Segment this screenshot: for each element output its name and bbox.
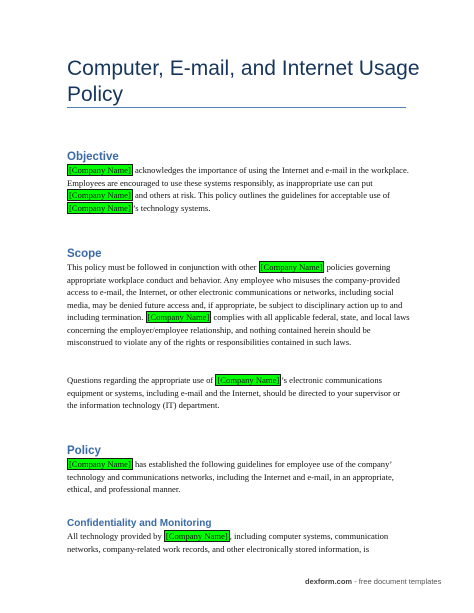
footer-tagline: - free document templates: [352, 577, 442, 586]
title-rule: [67, 107, 406, 108]
company-name-placeholder[interactable]: [Company Name]: [69, 190, 131, 200]
confidentiality-text-1: All technology provided by: [67, 531, 164, 541]
policy-paragraph: [67, 458, 412, 496]
objective-text-2: and others at risk. This policy outlines the guidelines for acceptable use of: [132, 190, 390, 200]
company-name-placeholder[interactable]: [Company Name]: [69, 165, 131, 175]
document-title: Computer, E-mail, and Internet Usage Policy: [67, 57, 420, 106]
objective-text-3: ’s technology systems.: [132, 202, 211, 213]
company-name-placeholder[interactable]: [Company Name]: [69, 459, 131, 469]
scope-text-4: Questions regarding the appropriate use of: [67, 375, 216, 385]
policy-text-1: has established the following guidelines for employee use of the company’ technology and communications networks, including the Internet and e-mail, in an appropriate, ethical, and professional manner.: [67, 459, 394, 494]
company-name-placeholder[interactable]: [Company Name]: [147, 312, 210, 322]
company-name-placeholder[interactable]: [Company Name]: [260, 262, 323, 272]
objective-text-1: acknowledges the importance of using the Internet and e-mail in the workplace. Employees are encouraged to use these systems responsibly, as inappropriate use can put: [67, 165, 409, 188]
confidentiality-text-2: , including computer systems, communication networks, company-related work records, and other electronically stored information, is: [67, 531, 389, 554]
scope-text-5: ’s electronic communications equipment or systems, including e-mail and the Internet, should be directed to your supervisor or the information technology (IT) department.: [67, 375, 401, 410]
company-name-placeholder[interactable]: [Company Name]: [69, 202, 131, 213]
footer-branding: [305, 577, 465, 586]
policy-heading: Policy: [67, 445, 101, 457]
scope-text-3: complies with all applicable federal, state, and local laws concerning the employer/employee relationship, and nothing contained herein should be misconstrued to violate any of the rights or responsibilities contained in such laws.: [67, 312, 410, 347]
confidentiality-heading: Confidentiality and Monitoring: [67, 518, 212, 529]
objective-paragraph: [67, 164, 412, 214]
company-name-placeholder[interactable]: [Company Name]: [217, 375, 280, 385]
scope-paragraph-2: [67, 374, 412, 412]
footer-brand-link[interactable]: dexform.com: [305, 577, 353, 586]
scope-text-2: policies governing appropriate workplace conduct and behavior. Any employee who misuses the company-provided access to e-mail, the Internet, or other electronic communications or networks, including social media, may be denied future access and, if appropriate, be subject to disciplinary action up to and including termination.: [67, 262, 403, 322]
confidentiality-paragraph: [67, 530, 412, 555]
scope-text-1: This policy must be followed in conjunction with other: [67, 262, 259, 272]
company-name-placeholder[interactable]: [Company Name]: [165, 531, 228, 541]
scope-heading: Scope: [67, 248, 102, 260]
scope-paragraph-1: [67, 261, 412, 349]
objective-heading: Objective: [67, 151, 119, 163]
